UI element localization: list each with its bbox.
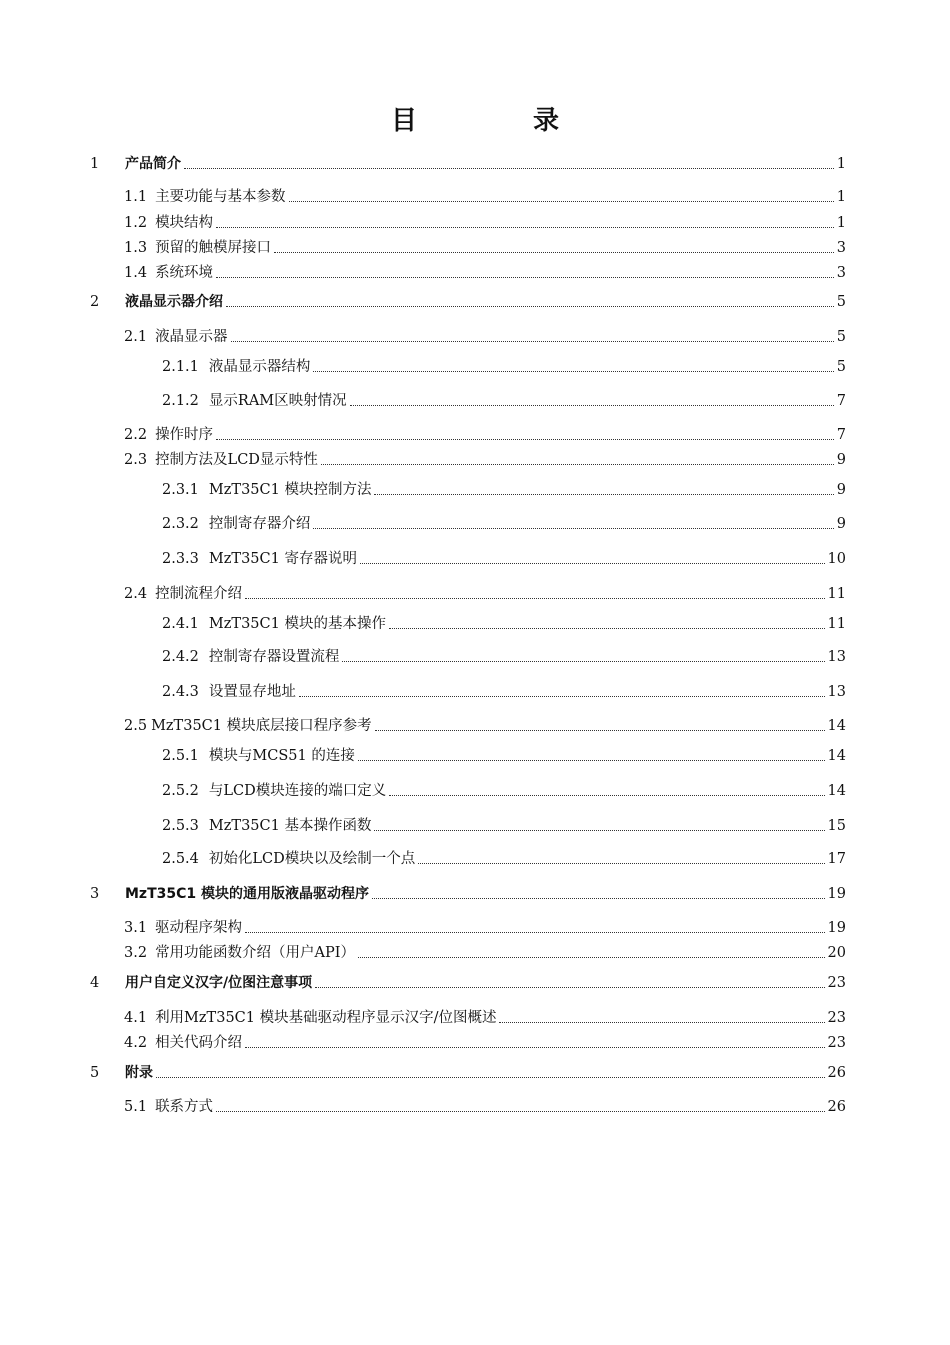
toc-number: 1 [90,156,100,172]
toc-number: 2.5.3 [162,818,199,834]
toc-number: 2 [90,294,100,310]
toc-leader [372,897,825,899]
toc-entry[interactable] [162,746,846,766]
toc-title: 液晶显示器 [155,329,228,345]
toc-number: 2.5.4 [162,851,199,867]
toc-leader [350,404,834,406]
toc-number: 3 [90,886,100,902]
toc-entry[interactable] [124,425,846,445]
toc-title: 附录 [125,1065,153,1081]
toc-entry[interactable] [162,614,846,634]
toc-number: 3.2 [124,945,148,961]
toc-title: 控制寄存器设置流程 [208,649,340,665]
toc-page: 1 [836,215,846,231]
toc-page: 10 [827,551,846,567]
toc-title: 模块结构 [155,215,214,231]
toc-page: 14 [827,748,846,764]
toc-title: MzT35C1 模块控制方法 [208,482,372,498]
toc-title: 预留的触模屏接口 [155,240,272,256]
toc-title: 产品简介 [125,156,181,172]
toc-leader [156,1076,825,1078]
toc-leader [418,862,824,864]
toc-title: 设置显存地址 [208,684,296,700]
toc-number: 1.4 [124,265,148,281]
toc-leader [499,1021,824,1023]
toc-entry[interactable] [162,849,846,869]
toc-entry[interactable] [162,549,846,569]
toc-title: 相关代码介绍 [155,1035,243,1051]
toc-entry[interactable] [90,973,846,993]
toc-title: 显示RAM区映射情况 [208,393,347,409]
toc-title: 液晶显示器结构 [208,359,311,375]
toc-page: 3 [836,240,846,256]
toc-leader [231,340,834,342]
toc-title: 与LCD模块连接的端口定义 [208,783,387,799]
toc-entry[interactable] [124,450,846,470]
toc-title: 初始化LCD模块以及绘制一个点 [208,851,416,867]
toc-leader [184,167,834,169]
toc-entry[interactable] [124,1097,846,1117]
toc-leader [389,627,825,629]
toc-leader [226,305,834,307]
toc-entry[interactable] [90,154,846,174]
toc-entry[interactable] [124,918,846,938]
toc-leader [274,251,834,253]
toc-number: 1.3 [124,240,148,256]
toc-entry[interactable] [124,716,846,736]
toc-entry[interactable] [90,1063,846,1083]
toc-title: 用户自定义汉字/位图注意事项 [125,975,313,991]
toc-page: 13 [827,649,846,665]
toc-entry[interactable] [162,647,846,667]
toc-number: 2.4.3 [162,684,199,700]
toc-entry[interactable] [162,357,846,377]
toc-number: 4.1 [124,1010,148,1026]
toc-leader [299,695,825,697]
toc-leader [313,370,833,372]
toc-entry[interactable] [90,884,846,904]
toc-number: 2.5.1 [162,748,199,764]
toc-page: 5 [836,359,846,375]
toc-page: 5 [836,294,846,310]
toc-title: 联系方式 [155,1099,214,1115]
toc-number: 5 [90,1065,100,1081]
toc-entry[interactable] [124,1008,846,1028]
toc-page: 14 [827,718,846,734]
toc-leader [360,562,825,564]
toc-entry[interactable] [124,238,846,258]
toc-title: 操作时序 [155,427,214,443]
toc-title: MzT35C1 模块底层接口程序参考 [151,718,372,734]
toc-number: 2.3 [124,452,148,468]
toc-title: MzT35C1 模块的基本操作 [208,616,386,632]
toc-leader [358,956,825,958]
toc-entry[interactable] [162,480,846,500]
toc-title: 主要功能与基本参数 [155,189,286,205]
toc-entry[interactable] [124,263,846,283]
toc-entry[interactable] [162,514,846,534]
toc-page: 23 [827,975,846,991]
toc-title: 控制方法及LCD显示特性 [155,452,318,468]
toc-leader [342,660,824,662]
toc-entry[interactable] [124,943,846,963]
toc-page: 23 [827,1010,846,1026]
toc-leader [289,200,834,202]
toc-number: 2.5 [124,718,148,734]
toc-page: 5 [836,329,846,345]
toc-title: MzT35C1 基本操作函数 [208,818,372,834]
toc-leader [216,438,834,440]
toc-number: 2.4 [124,586,148,602]
toc-number: 2.4.1 [162,616,199,632]
toc-page: 1 [836,156,846,172]
toc-entry[interactable] [162,781,846,801]
toc-title: 液晶显示器介绍 [125,294,223,310]
toc-entry[interactable] [124,213,846,233]
toc-leader [321,463,834,465]
toc-number: 2.1.1 [162,359,199,375]
toc-number: 2.1.2 [162,393,199,409]
toc-page: 3 [836,265,846,281]
toc-page: 11 [827,586,846,602]
toc-page: 13 [827,684,846,700]
toc-number: 1.1 [124,189,148,205]
toc-number: 2.2 [124,427,148,443]
toc-entry[interactable] [162,682,846,702]
toc-page: 17 [827,851,846,867]
toc-leader [216,1110,824,1112]
toc-page: 23 [827,1035,846,1051]
toc-leader [216,276,834,278]
toc-page: 19 [827,886,846,902]
toc-page: 15 [827,818,846,834]
toc-leader [315,986,824,988]
toc-title: 系统环境 [155,265,214,281]
toc-entry[interactable] [124,327,846,347]
toc-title: 控制流程介绍 [155,586,243,602]
toc-number: 2.4.2 [162,649,199,665]
toc-page: 26 [827,1099,846,1115]
toc-number: 2.3.2 [162,516,199,532]
toc-page: 19 [827,920,846,936]
toc-leader [374,493,833,495]
toc-leader [245,1046,824,1048]
toc-entry[interactable] [124,1033,846,1053]
toc-leader [374,829,824,831]
toc-leader [375,729,825,731]
toc-page: 26 [827,1065,846,1081]
toc-page: 9 [836,452,846,468]
toc-page: 1 [836,189,846,205]
toc-entry[interactable] [124,584,846,604]
toc-entry[interactable] [162,391,846,411]
toc-number: 4.2 [124,1035,148,1051]
toc-title: MzT35C1 模块的通用版液晶驱动程序 [125,886,370,902]
toc-page: 9 [836,516,846,532]
toc-title: 控制寄存器介绍 [208,516,311,532]
toc-leader [245,597,824,599]
toc-page: 14 [827,783,846,799]
toc-title: 常用功能函数介绍（用户API） [155,945,356,961]
toc-page: 9 [836,482,846,498]
toc-title: MzT35C1 寄存器说明 [208,551,357,567]
toc-title: 利用MzT35C1 模块基础驱动程序显示汉字/位图概述 [155,1010,497,1026]
toc-page: 20 [827,945,846,961]
toc-page: 7 [836,427,846,443]
toc-leader [216,226,834,228]
toc-leader [313,527,833,529]
toc-entry[interactable] [124,187,846,207]
toc-page: 11 [827,616,846,632]
toc-number: 5.1 [124,1099,148,1115]
toc-leader [389,794,824,796]
toc-entry[interactable] [162,816,846,836]
toc-number: 1.2 [124,215,148,231]
toc-number: 2.1 [124,329,148,345]
toc-page: 7 [836,393,846,409]
toc-number: 4 [90,975,100,991]
toc-title: 驱动程序架构 [155,920,243,936]
toc-number: 3.1 [124,920,148,936]
toc-title: 模块与MCS51 的连接 [208,748,355,764]
toc-leader [358,759,825,761]
toc-number: 2.3.1 [162,482,199,498]
toc-number: 2.5.2 [162,783,199,799]
page-title: 目 录 [390,106,604,136]
toc-number: 2.3.3 [162,551,199,567]
toc-entry[interactable] [90,292,846,312]
toc-leader [245,931,824,933]
